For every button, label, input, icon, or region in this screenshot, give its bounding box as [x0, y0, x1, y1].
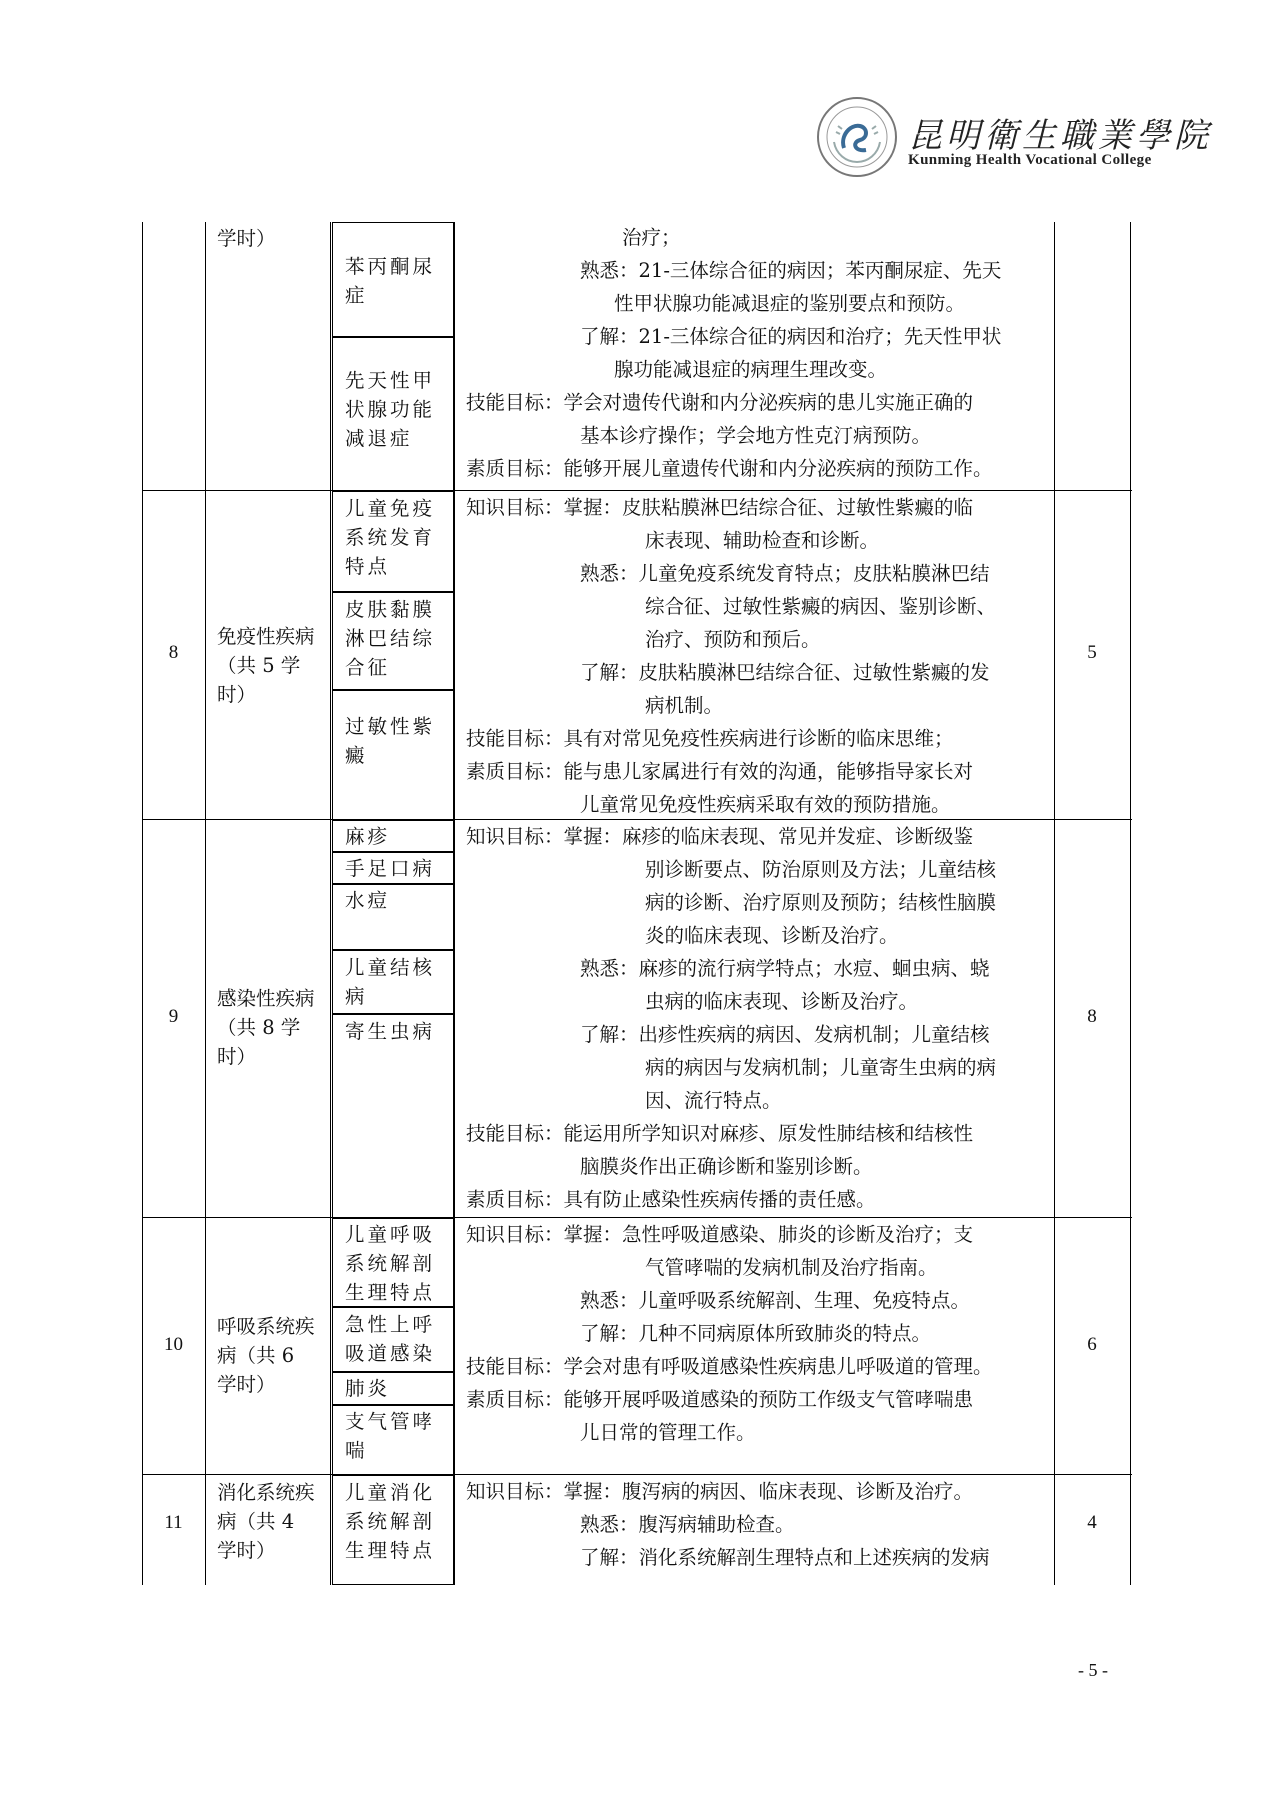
objective-line: 病的病因与发病机制；儿童寄生虫病的病 [645, 1056, 997, 1079]
objective-line: 知识目标：掌握：麻疹的临床表现、常见并发症、诊断级鉴 [466, 825, 974, 848]
hours-value: 8 [1087, 1006, 1097, 1027]
college-name-english: Kunming Health Vocational College [908, 152, 1152, 168]
objective-line: 儿童常见免疫性疾病采取有效的预防措施。 [580, 793, 951, 816]
unit-name: 呼吸系统疾病（共 6 学时） [217, 1315, 315, 1396]
row-number: 9 [168, 1006, 179, 1027]
objective-line: 综合征、过敏性紫癜的病因、鉴别诊断、 [645, 595, 997, 618]
college-seal-logo [816, 96, 898, 178]
unit-name: 消化系统疾病（共 4 学时） [217, 1481, 315, 1562]
objective-line: 熟悉：儿童呼吸系统解剖、生理、免疫特点。 [580, 1289, 971, 1312]
page-header [816, 96, 1212, 192]
objective-line: 别诊断要点、防治原则及方法；儿童结核 [645, 858, 997, 881]
objective-line: 熟悉：麻疹的流行病学特点；水痘、蛔虫病、蛲 [580, 957, 990, 980]
subunit-label: 手足口病 [345, 857, 436, 880]
college-name-chinese: 昆明衛生職業學院 [908, 116, 1212, 156]
objective-line: 炎的临床表现、诊断及治疗。 [645, 924, 899, 947]
subunit-label: 急性上呼吸道感染 [345, 1313, 436, 1365]
objective-line: 基本诊疗操作；学会地方性克汀病预防。 [580, 424, 932, 447]
objective-line: 技能目标：学会对遗传代谢和内分泌疾病的患儿实施正确的 [466, 391, 974, 414]
subunit-label: 苯丙酮尿症 [345, 255, 436, 307]
objective-line: 了解：几种不同病原体所致肺炎的特点。 [580, 1322, 932, 1345]
objective-line: 性甲状腺功能减退症的鉴别要点和预防。 [614, 292, 966, 315]
objective-line: 腺功能减退症的病理生理改变。 [614, 358, 888, 381]
objective-line: 病机制。 [645, 694, 724, 717]
objective-line: 了解：消化系统解剖生理特点和上述疾病的发病 [580, 1546, 990, 1569]
objective-line: 气管哮喘的发病机制及治疗指南。 [645, 1256, 938, 1279]
objective-line: 技能目标：学会对患有呼吸道感染性疾病患儿呼吸道的管理。 [466, 1355, 993, 1378]
row-number: 11 [164, 1512, 183, 1533]
objective-line: 病的诊断、治疗原则及预防；结核性脑膜 [645, 891, 997, 914]
subunit-label: 儿童呼吸系统解剖生理特点 [345, 1223, 436, 1304]
hours-value: 6 [1087, 1334, 1097, 1355]
table-border-left [142, 222, 143, 1585]
row-divider [142, 1474, 1132, 1475]
objective-line: 了解：21-三体综合征的病因和治疗；先天性甲状 [580, 325, 1002, 348]
objective-line: 了解：出疹性疾病的病因、发病机制；儿童结核 [580, 1023, 990, 1046]
objective-line: 儿日常的管理工作。 [580, 1421, 756, 1444]
hours-value: 4 [1087, 1512, 1097, 1533]
row-number: 10 [164, 1334, 183, 1355]
subunit-label: 麻疹 [345, 825, 391, 848]
objective-line: 熟悉：21-三体综合征的病因；苯丙酮尿症、先天 [580, 259, 1002, 282]
unit-name: 免疫性疾病（共 5 学时） [217, 625, 315, 706]
subunit-label: 水痘 [345, 889, 391, 912]
objective-line: 床表现、辅助检查和诊断。 [645, 529, 880, 552]
objective-line: 了解：皮肤粘膜淋巴结综合征、过敏性紫癜的发 [580, 661, 990, 684]
subunit-label: 过敏性紫癜 [345, 715, 436, 767]
objective-line: 治疗、预防和预后。 [645, 628, 821, 651]
unit-name: 学时） [217, 227, 276, 250]
objective-line: 知识目标：掌握：急性呼吸道感染、肺炎的诊断及治疗；支 [466, 1223, 974, 1246]
objective-line: 脑膜炎作出正确诊断和鉴别诊断。 [580, 1155, 873, 1178]
objective-line: 技能目标：能运用所学知识对麻疹、原发性肺结核和结核性 [466, 1122, 974, 1145]
subunit-label: 肺炎 [345, 1377, 391, 1400]
objective-line: 因、流行特点。 [645, 1089, 782, 1112]
table-border-right [1130, 222, 1131, 1585]
objective-line: 素质目标：具有防止感染性疾病传播的责任感。 [466, 1188, 876, 1211]
subunit-label: 儿童结核病 [345, 956, 436, 1008]
objective-line: 知识目标：掌握：腹泻病的病因、临床表现、诊断及治疗。 [466, 1480, 974, 1503]
row-number: 8 [168, 642, 179, 663]
row-divider [142, 490, 1132, 491]
subunit-label: 儿童免疫系统发育特点 [345, 497, 436, 578]
subunit-label: 先天性甲状腺功能减退症 [345, 369, 436, 450]
curriculum-table [142, 222, 1132, 1585]
objective-line: 虫病的临床表现、诊断及治疗。 [645, 990, 919, 1013]
subunit-label: 寄生虫病 [345, 1020, 436, 1043]
hours-value: 5 [1087, 642, 1097, 663]
row-divider [142, 1217, 1132, 1218]
objective-line: 素质目标：能与患儿家属进行有效的沟通，能够指导家长对 [466, 760, 974, 783]
objective-line: 知识目标：掌握：皮肤粘膜淋巴结综合征、过敏性紫癜的临 [466, 496, 974, 519]
subunit-label: 支气管哮喘 [345, 1410, 436, 1462]
objective-line: 素质目标：能够开展呼吸道感染的预防工作级支气管哮喘患 [466, 1388, 974, 1411]
column-divider [205, 222, 206, 1585]
objective-line: 熟悉：儿童免疫系统发育特点；皮肤粘膜淋巴结 [580, 562, 990, 585]
page-number: - 5 - [1078, 1660, 1108, 1680]
objective-line: 治疗； [622, 226, 681, 249]
column-divider [330, 222, 331, 1585]
subunit-label: 皮肤黏膜淋巴结综合征 [345, 598, 436, 679]
subunit-label: 儿童消化系统解剖生理特点 [345, 1481, 436, 1562]
column-divider [1054, 222, 1055, 1585]
objective-line: 熟悉：腹泻病辅助检查。 [580, 1513, 795, 1536]
objective-line: 素质目标：能够开展儿童遗传代谢和内分泌疾病的预防工作。 [466, 457, 993, 480]
objective-line: 技能目标：具有对常见免疫性疾病进行诊断的临床思维； [466, 727, 954, 750]
unit-name: 感染性疾病（共 8 学时） [217, 987, 315, 1068]
